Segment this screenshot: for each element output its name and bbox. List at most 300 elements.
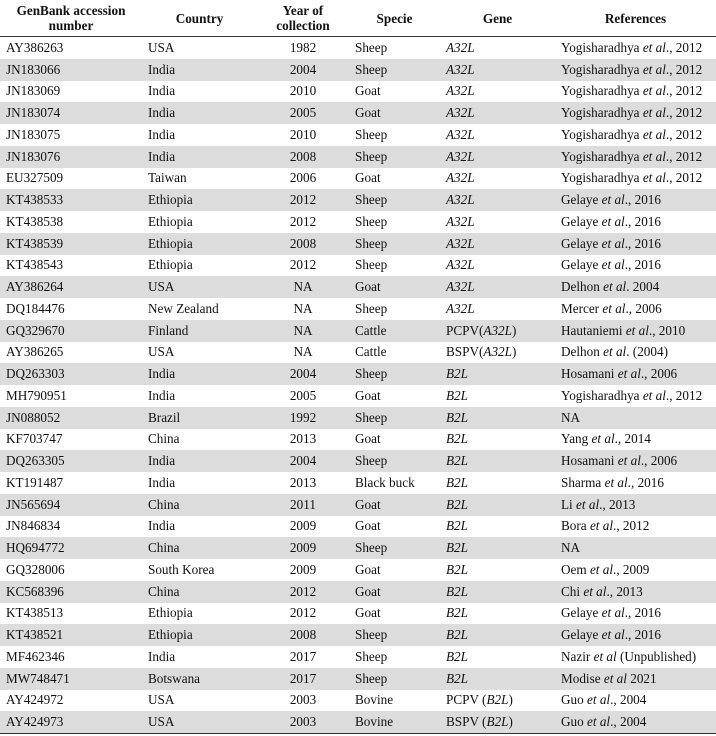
reference-author: Delhon — [561, 279, 604, 295]
reference-year: ., 2012 — [665, 61, 703, 77]
cell-gene — [440, 537, 555, 559]
header-gene: Gene — [440, 0, 555, 37]
gene-name: A32L — [446, 235, 475, 251]
reference-year: ., 2006 — [640, 366, 678, 382]
cell-reference — [555, 385, 716, 407]
cell-gene — [440, 711, 555, 733]
cell-country: USA — [148, 344, 175, 360]
cell-country: Ethiopia — [142, 233, 257, 255]
cell-accession: JN846834 — [6, 518, 61, 534]
cell-reference — [555, 342, 716, 364]
reference-etal: et al — [601, 605, 625, 621]
reference-author: Hautaniemi — [561, 322, 626, 338]
table-row — [0, 102, 716, 124]
cell-gene — [440, 102, 555, 124]
reference-etal: et al — [576, 496, 600, 512]
reference-etal: et al — [601, 192, 625, 208]
cell-year: 2004 — [257, 363, 349, 385]
reference-author: Yogisharadhya — [561, 126, 643, 142]
cell-year: 2003 — [257, 711, 349, 733]
cell-reference — [555, 146, 716, 168]
cell-accession: MH790951 — [6, 387, 67, 403]
cell-country: USA — [148, 692, 175, 708]
cell-accession: JN183076 — [0, 146, 142, 168]
reference-year: ., 2012 — [665, 170, 703, 186]
reference-author: Yogisharadhya — [561, 148, 643, 164]
gene-name: B2L — [446, 605, 468, 621]
reference-author: Guo — [561, 692, 588, 708]
cell-country: India — [148, 474, 176, 490]
table-row — [0, 581, 716, 603]
reference-etal: et al — [587, 692, 611, 708]
gene-prefix: BSPV( — [446, 344, 484, 360]
gene-name: A32L — [483, 322, 512, 338]
cell-year: 2006 — [289, 170, 317, 186]
cell-gene — [440, 407, 555, 429]
table-row — [0, 559, 716, 581]
table-row — [0, 146, 716, 168]
cell-reference — [555, 516, 716, 538]
reference-year: ., 2012 — [665, 126, 703, 142]
header-row — [0, 0, 716, 37]
cell-accession: DQ184476 — [6, 300, 65, 316]
table-row — [0, 233, 716, 255]
reference-etal: et al — [604, 474, 628, 490]
reference-author: Li — [561, 496, 577, 512]
reference-author: Yogisharadhya — [561, 170, 643, 186]
cell-accession: KF703747 — [6, 431, 63, 447]
cell-species: Sheep — [355, 39, 388, 55]
table-row — [0, 37, 716, 59]
reference-year: ., 2013 — [606, 583, 643, 599]
cell-year: 2010 — [289, 126, 317, 142]
reference-author: Yogisharadhya — [561, 105, 643, 121]
cell-accession: MW748471 — [0, 668, 142, 690]
reference-year: (Unpublished) — [616, 648, 697, 664]
cell-year: 2009 — [257, 537, 349, 559]
cell-country: India — [148, 648, 176, 664]
cell-year: 2011 — [257, 494, 349, 516]
cell-year: 2017 — [289, 648, 317, 664]
cell-species: Goat — [355, 561, 381, 577]
cell-gene — [440, 624, 555, 646]
cell-year: NA — [257, 276, 349, 298]
cell-species: Sheep — [355, 257, 388, 273]
cell-country: India — [148, 518, 176, 534]
cell-reference — [555, 429, 716, 451]
cell-species: Sheep — [349, 537, 440, 559]
cell-country: USA — [142, 276, 257, 298]
reference-year: ., 2012 — [665, 39, 703, 55]
cell-accession: AY424972 — [6, 692, 64, 708]
header-year: Year of collection — [257, 0, 349, 37]
cell-reference — [555, 450, 716, 472]
cell-year: 2012 — [257, 581, 349, 603]
cell-accession: KT438543 — [6, 257, 64, 273]
cell-country: China — [148, 431, 180, 447]
gene-suffix: ) — [508, 714, 513, 730]
cell-year: 2012 — [289, 213, 317, 229]
reference-author: Oem — [561, 561, 590, 577]
cell-accession: AY386265 — [6, 344, 64, 360]
table-row — [0, 59, 716, 81]
reference-etal: et al — [601, 627, 625, 643]
cell-accession: KT438538 — [6, 213, 64, 229]
cell-country: India — [142, 146, 257, 168]
cell-gene — [440, 146, 555, 168]
cell-gene — [440, 646, 555, 668]
reference-author: Nazir — [561, 648, 594, 664]
cell-country: China — [142, 581, 257, 603]
cell-species: Goat — [355, 387, 381, 403]
gene-name: B2L — [486, 714, 509, 730]
gene-name: B2L — [446, 409, 468, 425]
cell-country: Ethiopia — [148, 257, 193, 273]
table-row — [0, 537, 716, 559]
gene-name: B2L — [446, 474, 468, 490]
reference-author: Gelaye — [561, 235, 602, 251]
header-species: Specie — [349, 0, 440, 37]
cell-gene — [440, 233, 555, 255]
reference-year: ., 2012 — [665, 148, 703, 164]
cell-gene — [440, 363, 555, 385]
reference-author: Yogisharadhya — [561, 387, 643, 403]
reference-etal: et al — [603, 670, 627, 686]
cell-year: 2012 — [289, 605, 317, 621]
gene-name: A32L — [446, 61, 475, 77]
reference-year: ., 2006 — [640, 453, 678, 469]
cell-species: Cattle — [349, 320, 440, 342]
cell-species: Black buck — [355, 474, 415, 490]
table-row — [0, 298, 716, 320]
cell-country: Ethiopia — [148, 605, 193, 621]
cell-year: 2017 — [257, 668, 349, 690]
table-row — [0, 494, 716, 516]
reference-author: Gelaye — [561, 213, 602, 229]
table-row — [0, 255, 716, 277]
reference-etal: et al — [642, 39, 666, 55]
cell-species: Sheep — [355, 300, 388, 316]
cell-gene — [440, 276, 555, 298]
cell-reference — [555, 37, 716, 59]
cell-species: Goat — [355, 83, 381, 99]
gene-name: A32L — [446, 83, 475, 99]
gene-name: A32L — [446, 126, 475, 142]
gene-name: B2L — [446, 496, 468, 512]
cell-species: Sheep — [355, 126, 388, 142]
cell-accession: JN183069 — [6, 83, 61, 99]
cell-accession: KT438521 — [0, 624, 142, 646]
cell-gene — [440, 81, 555, 103]
reference-etal: et al — [583, 583, 607, 599]
cell-year: 2005 — [289, 387, 317, 403]
cell-reference — [555, 298, 716, 320]
cell-species: Sheep — [349, 407, 440, 429]
reference-author: Gelaye — [561, 192, 602, 208]
cell-gene — [440, 516, 555, 538]
cell-year: 2003 — [289, 692, 317, 708]
reference-etal: et al — [593, 648, 617, 664]
cell-reference — [555, 711, 716, 733]
gene-name: A32L — [446, 192, 475, 208]
cell-country: India — [148, 387, 176, 403]
reference-etal: et al — [617, 366, 641, 382]
cell-species: Sheep — [349, 668, 440, 690]
cell-accession: KT191487 — [6, 474, 64, 490]
cell-year: 2008 — [257, 624, 349, 646]
cell-accession: GQ329670 — [0, 320, 142, 342]
cell-country: USA — [148, 39, 175, 55]
gene-name: A32L — [446, 148, 475, 164]
cell-year: 2004 — [257, 450, 349, 472]
cell-accession: KT438513 — [6, 605, 64, 621]
cell-gene — [440, 59, 555, 81]
cell-reference — [555, 211, 716, 233]
cell-accession: DQ263303 — [0, 363, 142, 385]
cell-country: Ethiopia — [148, 213, 193, 229]
table-header — [0, 0, 716, 37]
table-row — [0, 168, 716, 190]
gene-suffix: ) — [511, 322, 517, 338]
reference-etal: et al — [617, 453, 641, 469]
cell-gene — [440, 472, 555, 494]
cell-country: New Zealand — [148, 300, 219, 316]
cell-reference — [555, 363, 716, 385]
cell-country: India — [148, 83, 176, 99]
cell-reference — [555, 646, 716, 668]
cell-species: Goat — [355, 518, 381, 534]
cell-species: Sheep — [355, 213, 388, 229]
cell-reference — [555, 276, 716, 298]
gene-name: B2L — [446, 387, 468, 403]
reference-etal: et al — [589, 561, 614, 577]
cell-species: Sheep — [349, 189, 440, 211]
gene-suffix: ) — [511, 344, 517, 360]
cell-year: 2012 — [257, 189, 349, 211]
reference-year: 2021 — [626, 670, 657, 686]
cell-year: 2008 — [257, 233, 349, 255]
cell-reference — [555, 581, 716, 603]
reference-etal: et al — [602, 300, 626, 316]
cell-year: 2009 — [289, 518, 317, 534]
reference-year: ., 2010 — [648, 322, 686, 338]
table-row — [0, 211, 716, 233]
cell-accession: KT438539 — [0, 233, 142, 255]
gene-name: B2L — [446, 627, 468, 643]
cell-accession: JN183074 — [0, 102, 142, 124]
gene-name: B2L — [446, 540, 468, 556]
gene-name: B2L — [446, 670, 468, 686]
reference-author: Yogisharadhya — [561, 61, 643, 77]
reference-author: Yang — [561, 431, 592, 447]
gene-name: B2L — [446, 431, 468, 447]
cell-reference — [555, 407, 716, 429]
table-row — [0, 690, 716, 712]
reference-year: . (2004) — [626, 344, 668, 360]
reference-etal: et al — [642, 126, 666, 142]
cell-species: Goat — [349, 276, 440, 298]
cell-species: Bovine — [349, 711, 440, 733]
reference-etal: et al — [603, 344, 627, 360]
cell-reference — [555, 320, 716, 342]
reference-year: ., 2006 — [625, 300, 662, 316]
reference-year: ., 2012 — [613, 518, 650, 534]
cell-species: Goat — [355, 605, 381, 621]
cell-reference — [555, 668, 716, 690]
reference-year: ., 2012 — [665, 83, 703, 99]
reference-etal: et al — [642, 148, 666, 164]
cell-species: Goat — [355, 170, 381, 186]
cell-gene — [440, 124, 555, 146]
cell-country: Brazil — [142, 407, 257, 429]
cell-country: India — [148, 126, 176, 142]
cell-country: China — [142, 537, 257, 559]
cell-reference — [555, 81, 716, 103]
table-row — [0, 124, 716, 146]
cell-country: India — [142, 102, 257, 124]
cell-gene — [440, 559, 555, 581]
reference-year: ., 2016 — [624, 213, 661, 229]
table-row — [0, 81, 716, 103]
cell-species: Sheep — [349, 624, 440, 646]
reference-year: ., 2013 — [599, 496, 636, 512]
cell-gene — [440, 189, 555, 211]
cell-species: Cattle — [355, 344, 387, 360]
cell-reference — [555, 59, 716, 81]
reference-author: Chi — [561, 583, 584, 599]
gene-name: A32L — [446, 213, 475, 229]
gene-name: B2L — [446, 366, 468, 382]
gene-name: A32L — [446, 300, 475, 316]
cell-species: Goat — [349, 494, 440, 516]
cell-species: Goat — [349, 102, 440, 124]
gene-prefix: BSPV ( — [446, 714, 487, 730]
table-row — [0, 363, 716, 385]
cell-gene — [440, 320, 555, 342]
cell-accession: AY386264 — [0, 276, 142, 298]
cell-gene — [440, 37, 555, 59]
gene-name: B2L — [446, 453, 468, 469]
cell-country: China — [142, 494, 257, 516]
table-row — [0, 450, 716, 472]
cell-country: Ethiopia — [142, 624, 257, 646]
cell-reference — [555, 472, 716, 494]
cell-gene — [440, 342, 555, 364]
reference-etal: et al — [642, 387, 666, 403]
cell-reference — [555, 102, 716, 124]
gene-name: B2L — [446, 583, 468, 599]
cell-year: 1982 — [289, 39, 317, 55]
cell-gene — [440, 211, 555, 233]
reference-author: Gelaye — [561, 257, 602, 273]
gene-name: A32L — [446, 105, 475, 121]
cell-reference — [555, 255, 716, 277]
cell-species: Goat — [349, 581, 440, 603]
gene-name: A32L — [446, 170, 475, 186]
reference-year: ., 2009 — [613, 561, 650, 577]
reference-etal: et al — [589, 518, 614, 534]
reference-author: Hosamani — [561, 366, 618, 382]
reference-author: Yogisharadhya — [561, 83, 643, 99]
cell-year: NA — [257, 320, 349, 342]
cell-country: Ethiopia — [142, 189, 257, 211]
reference-author: Gelaye — [561, 605, 602, 621]
cell-accession: KT438533 — [0, 189, 142, 211]
table-row — [0, 429, 716, 451]
table-row — [0, 342, 716, 364]
header-country: Country — [142, 0, 257, 37]
reference-etal: et al — [587, 714, 611, 730]
cell-accession: GQ328006 — [6, 561, 65, 577]
reference-year: ., 2016 — [624, 192, 661, 208]
table-row — [0, 385, 716, 407]
cell-country: Finland — [142, 320, 257, 342]
gene-prefix: PCPV( — [446, 322, 484, 338]
cell-reference — [555, 189, 716, 211]
reference-etal: et al — [642, 83, 666, 99]
table-row — [0, 646, 716, 668]
cell-gene — [440, 603, 555, 625]
gene-prefix: PCPV ( — [446, 692, 487, 708]
gene-suffix: ) — [508, 692, 513, 708]
cell-species: Goat — [355, 431, 381, 447]
cell-gene — [440, 581, 555, 603]
reference-etal: et al — [601, 235, 625, 251]
table-body — [0, 37, 716, 734]
cell-gene — [440, 690, 555, 712]
reference-year: ., 2014 — [614, 431, 651, 447]
reference-etal: et al — [642, 170, 666, 186]
header-references: References — [555, 0, 716, 37]
cell-species: Bovine — [355, 692, 394, 708]
cell-gene — [440, 494, 555, 516]
reference-etal: et al — [642, 105, 666, 121]
reference-author: Yogisharadhya — [561, 39, 643, 55]
reference-year: ., 2004 — [610, 692, 647, 708]
cell-country: USA — [142, 711, 257, 733]
cell-year: 2013 — [289, 431, 317, 447]
reference-year: ., 2016 — [624, 627, 661, 643]
cell-accession: DQ263305 — [0, 450, 142, 472]
cell-species: Sheep — [349, 59, 440, 81]
cell-year: 2012 — [289, 257, 317, 273]
cell-year: 2010 — [289, 83, 317, 99]
gene-name: B2L — [446, 648, 468, 664]
reference-etal: et al — [625, 322, 649, 338]
reference-year: ., 2016 — [627, 474, 664, 490]
cell-gene — [440, 450, 555, 472]
gene-name: A32L — [446, 39, 475, 55]
cell-gene — [440, 429, 555, 451]
table-row — [0, 407, 716, 429]
reference-year: ., 2016 — [624, 257, 661, 273]
table-row — [0, 189, 716, 211]
cell-reference — [555, 537, 716, 559]
reference-author: Guo — [561, 714, 588, 730]
cell-accession: JN183075 — [6, 126, 61, 142]
cell-country: India — [142, 450, 257, 472]
cell-accession: AY386263 — [6, 39, 64, 55]
cell-reference — [555, 124, 716, 146]
cell-country: India — [142, 59, 257, 81]
cell-accession: HQ694772 — [0, 537, 142, 559]
cell-country: Botswana — [142, 668, 257, 690]
cell-gene — [440, 385, 555, 407]
cell-year: 2005 — [257, 102, 349, 124]
cell-reference — [555, 690, 716, 712]
cell-country: Taiwan — [148, 170, 187, 186]
gene-name: B2L — [486, 692, 509, 708]
